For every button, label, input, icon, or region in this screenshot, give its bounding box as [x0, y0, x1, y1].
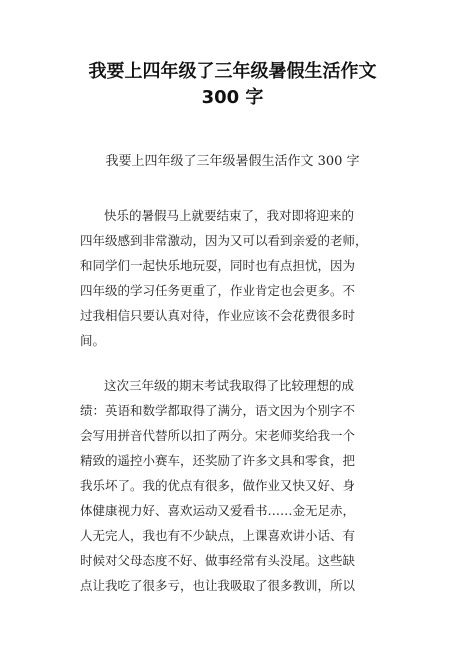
paragraph2-line: 我乐坏了。我的优点有很多，做作业又快又好、身	[80, 478, 356, 493]
paragraph2-line: 绩：英语和数学都取得了满分，语文因为个别字不	[80, 403, 356, 418]
paragraph1-line: 四年级的学习任务更重了，作业肯定也会更多。不	[80, 283, 356, 298]
paragraph2-line: 点让我吃了很多亏，也让我吸取了很多教训，所以	[80, 578, 356, 593]
document-title-line2: 300 字	[201, 87, 264, 108]
document-title-line1: 我要上四年级了三年级暑假生活作文	[88, 61, 377, 82]
paragraph2-line: 人无完人，我也有不少缺点，上课喜欢讲小话、有	[80, 528, 356, 543]
paragraph1-line: 四年级感到非常激动，因为又可以看到亲爱的老师，	[80, 233, 368, 248]
paragraph2-line: 精致的遥控小赛车，还奖励了许多文具和零食，把	[80, 453, 356, 468]
paragraph2-line: 体健康视力好、喜欢运动又爱看书……金无足赤，	[80, 503, 356, 518]
document-subtitle: 我要上四年级了三年级暑假生活作文 300 字	[105, 154, 360, 169]
paragraph1-line: 过我相信只要认真对待，作业应该不会花费很多时	[80, 308, 356, 323]
paragraph1-line: 快乐的暑假马上就要结束了，我对即将迎来的	[104, 208, 355, 223]
paragraph1-line: 间。	[80, 333, 106, 348]
paragraph1-line: 和同学们一起快乐地玩耍，同时也有点担忧，因为	[80, 258, 356, 273]
paragraph2-line: 会写用拼音代替所以扣了两分。宋老师奖给我一个	[80, 428, 356, 443]
paragraph2-line: 这次三年级的期末考试我取得了比较理想的成	[104, 378, 355, 393]
paragraph2-line: 时候对父母态度不好、做事经常有头没尾。这些缺	[80, 553, 356, 568]
